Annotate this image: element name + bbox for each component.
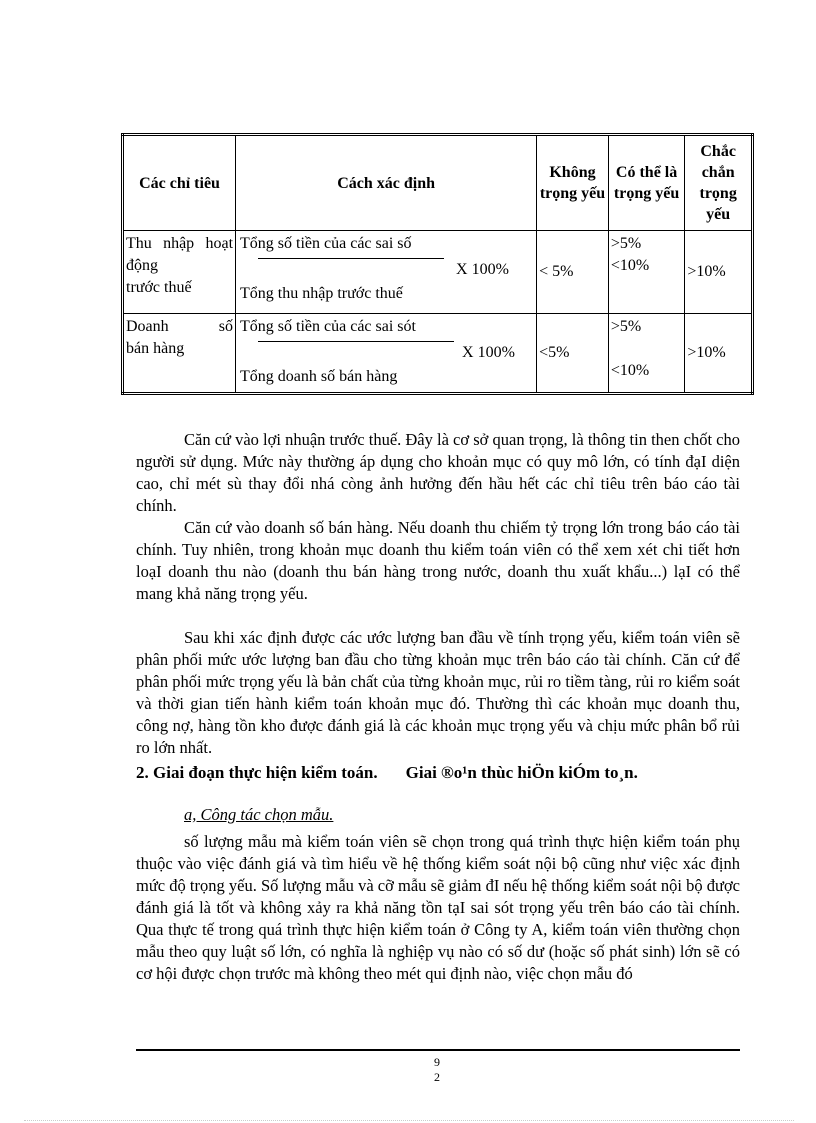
maybe-high: <10% [610,257,650,274]
formula-denominator: Tổng doanh số bán hàng [240,368,398,385]
fraction-bar [258,258,444,259]
header-method: Cách xác định [236,135,537,231]
header-maybe-material: Có thể là trọng yếu [608,135,685,231]
section-heading [136,763,638,783]
table-row [123,314,753,394]
page-edge [24,1120,794,1121]
paragraph [136,627,740,759]
page-number: 2 [434,1070,440,1084]
header-certainly-material: Chắc chắn trọng yếu [685,135,753,231]
criteria-line: trước thuế [126,279,192,296]
paragraph [136,517,740,605]
certain-material-value: >10% [685,314,753,394]
heading-garbled: Giai ®o¹n thùc hiÖn kiÓm to¸n. [405,763,638,782]
paragraph [136,429,740,517]
paragraph-text: Sau khi xác định được các ước lượng ban đầu về tính trọng yếu, kiểm toán viên sẽ phân phối mức ước lượng ban đầu cho từng khoản mục trên báo cáo tài chính. Căn cứ để phân phối mức trọng yếu là bản chất của từng khoản mục, rủi ro tiềm tàng, rủi ro kiểm soát và thời gian tiến hành kiểm toán khoản mục đó. Thường thì các khoản mục doanh thu, công nợ, hàng tồn kho được đánh giá là các khoản mục trọng yếu và chịu mức phân bổ rủi ro lớn nhất. [136,628,740,757]
row-criteria [123,314,236,394]
maybe-low: >5% [610,318,642,335]
formula-denominator: Tổng thu nhập trước thuế [240,285,403,302]
table-header-row [123,135,753,231]
header-not-material: Không trọng yếu [537,135,609,231]
maybe-material-value [608,231,685,314]
maybe-material-value [608,314,685,394]
certain-material-value: >10% [685,231,753,314]
formula-numerator: Tổng số tiền của các sai sót [240,318,416,335]
formula-cell [236,231,537,314]
paragraph-text: Căn cứ vào lợi nhuận trước thuế. Đây là cơ sở quan trọng, là thông tin then chốt cho người sử dụng. Mức này thường áp dụng cho khoản mục có quy mô lớn, có tính đạI diện cao, chỉ mét sù thay đổi nhá còng ảnh hưởng đến hầu hết các chỉ tiêu trên báo cáo tài chính. [136,430,740,515]
criteria-line: bán hàng [126,340,185,357]
criteria-line: Doanh số [126,318,234,335]
table-row [123,231,753,314]
paragraph-text: Căn cứ vào doanh số bán hàng. Nếu doanh thu chiếm tỷ trọng lớn trong báo cáo tài chính. Tuy nhiên, trong khoản mục doanh thu kiểm toán viên có thể xem xét chi tiết hơn loạI doanh thu nào (doanh thu bán hàng trong nước, doanh thu xuất khẩu...) lạI có thể mang khả năng trọng yếu. [136,518,740,603]
subsection-heading: a, Công tác chọn mẫu. [184,805,334,824]
paragraph [136,831,740,985]
materiality-table [121,133,754,395]
formula-numerator: Tổng số tiền của các sai số [240,235,412,252]
maybe-low: >5% [610,235,642,252]
not-material-value: <5% [537,314,609,394]
footer-rule [136,1049,740,1051]
paragraph-text: số lượng mẫu mà kiểm toán viên sẽ chọn trong quá trình thực hiện kiểm toán phụ thuộc vào việc đánh giá và tìm hiểu về hệ thống kiểm soát nội bộ cũng như việc xác định mức độ trọng yếu. Số lượng mẫu và cỡ mẫu sẽ giảm đI nếu hệ thống kiểm soát nội bộ được đánh giá là tốt và không xảy ra khả năng tồn tạI sai sót trọng yếu trên báo cáo tài chính. Qua thực tế trong quá trình thực hiện kiểm toán ở Công ty A, kiểm toán viên thường chọn mẫu theo quy luật số lớn, có nghĩa là nghiệp vụ nào có số dư (hoặc số phát sinh) lớn sẽ có cơ hội được chọn trước mà không theo mét qui định nào, việc chọn mẫu đó [136,832,740,983]
page-number: 9 [434,1055,440,1069]
criteria-line: Thu nhập hoạt động [126,235,234,274]
row-criteria [123,231,236,314]
maybe-high: <10% [610,362,650,379]
formula-multiplier: X 100% [456,261,509,278]
fraction-bar [258,341,454,342]
formula-multiplier: X 100% [462,344,515,361]
not-material-value: < 5% [537,231,609,314]
header-criteria: Các chỉ tiêu [123,135,236,231]
heading-title: 2. Giai đoạn thực hiện kiểm toán. [136,763,378,782]
formula-cell [236,314,537,394]
